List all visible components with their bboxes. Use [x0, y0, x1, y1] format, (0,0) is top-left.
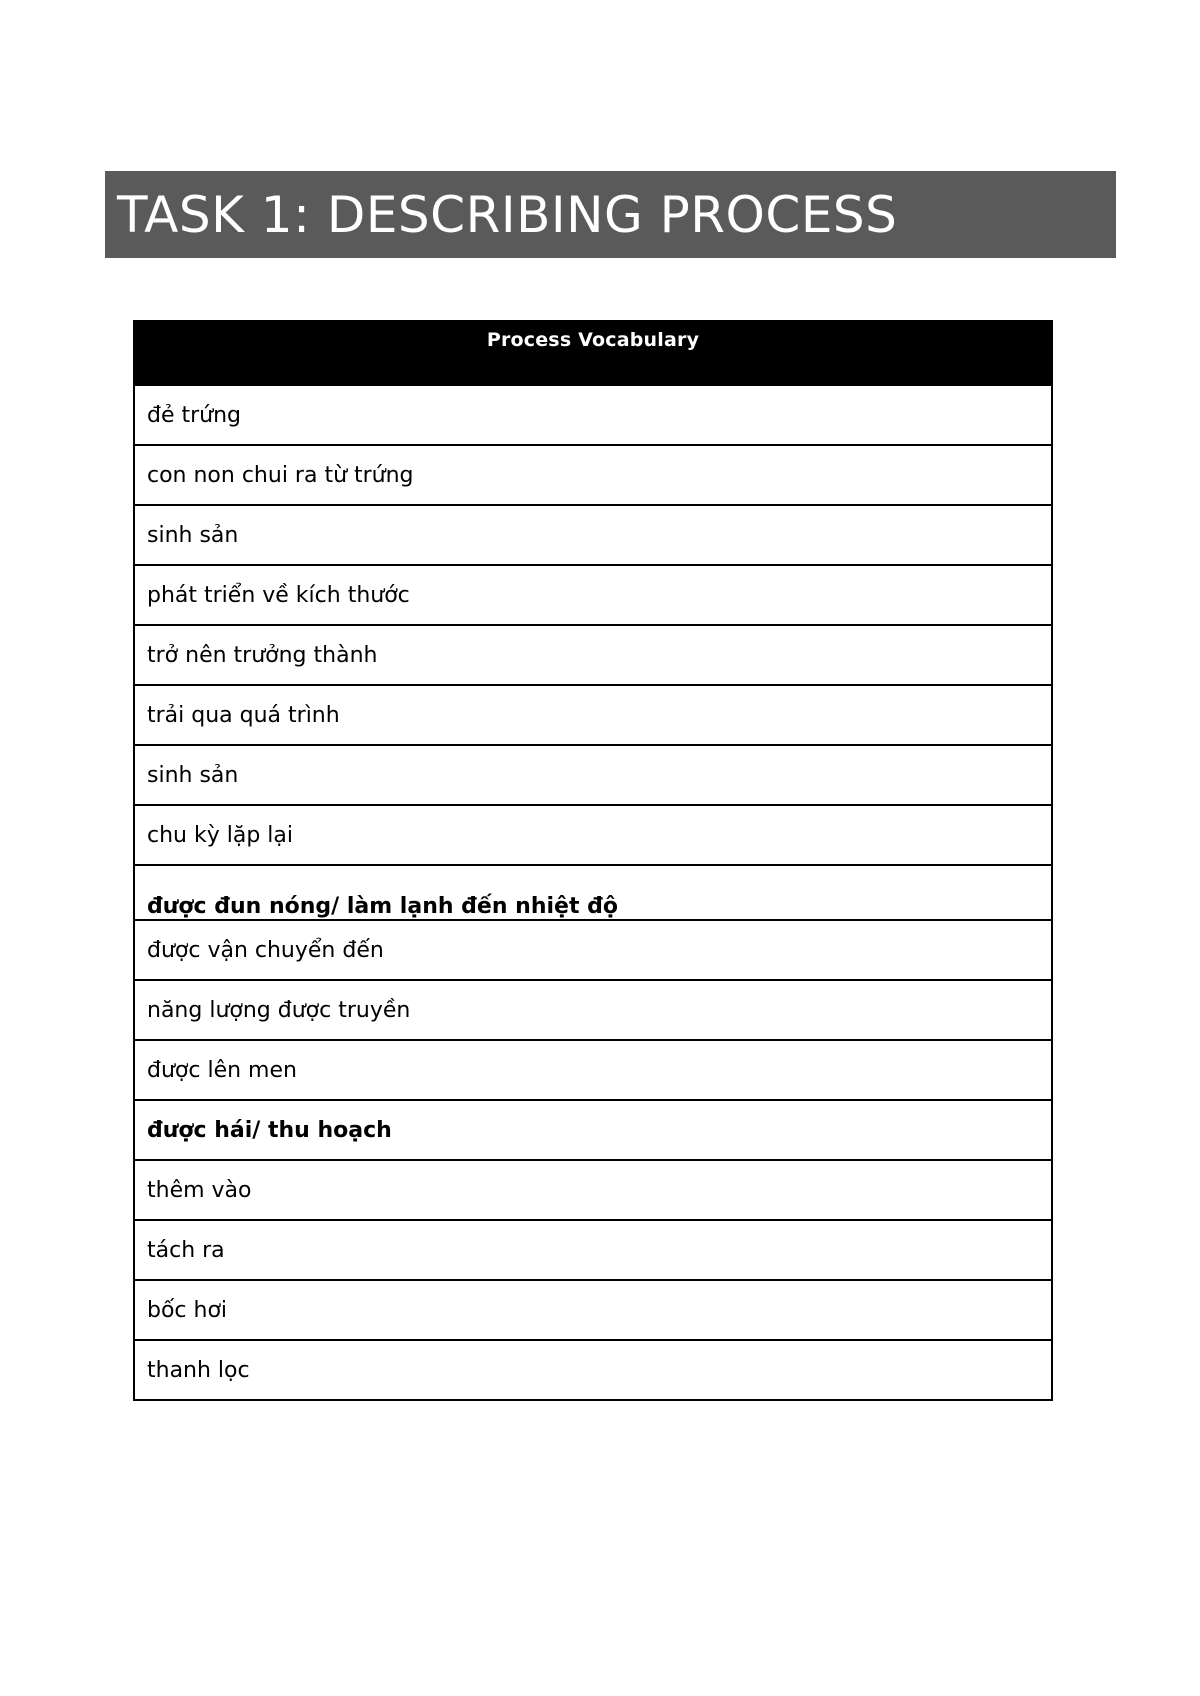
table-row: sinh sản	[135, 744, 1051, 804]
table-row: trở nên trưởng thành	[135, 624, 1051, 684]
table-row: con non chui ra từ trứng	[135, 444, 1051, 504]
table-row: được đun nóng/ làm lạnh đến nhiệt độ	[135, 864, 1051, 919]
table-row: tách ra	[135, 1219, 1051, 1279]
table-row: được lên men	[135, 1039, 1051, 1099]
table-row: bốc hơi	[135, 1279, 1051, 1339]
table-header: Process Vocabulary	[135, 322, 1051, 384]
table-row: phát triển về kích thước	[135, 564, 1051, 624]
page-title: TASK 1: DESCRIBING PROCESS	[117, 185, 898, 244]
table-row: chu kỳ lặp lại	[135, 804, 1051, 864]
table-row: được vận chuyển đến	[135, 919, 1051, 979]
table-row: năng lượng được truyền	[135, 979, 1051, 1039]
table-row: thêm vào	[135, 1159, 1051, 1219]
title-banner	[105, 171, 1116, 258]
table-row: sinh sản	[135, 504, 1051, 564]
vocabulary-table	[133, 320, 1053, 1401]
table-row: đẻ trứng	[135, 384, 1051, 444]
table-row: được hái/ thu hoạch	[135, 1099, 1051, 1159]
table-row: thanh lọc	[135, 1339, 1051, 1399]
table-row: trải qua quá trình	[135, 684, 1051, 744]
